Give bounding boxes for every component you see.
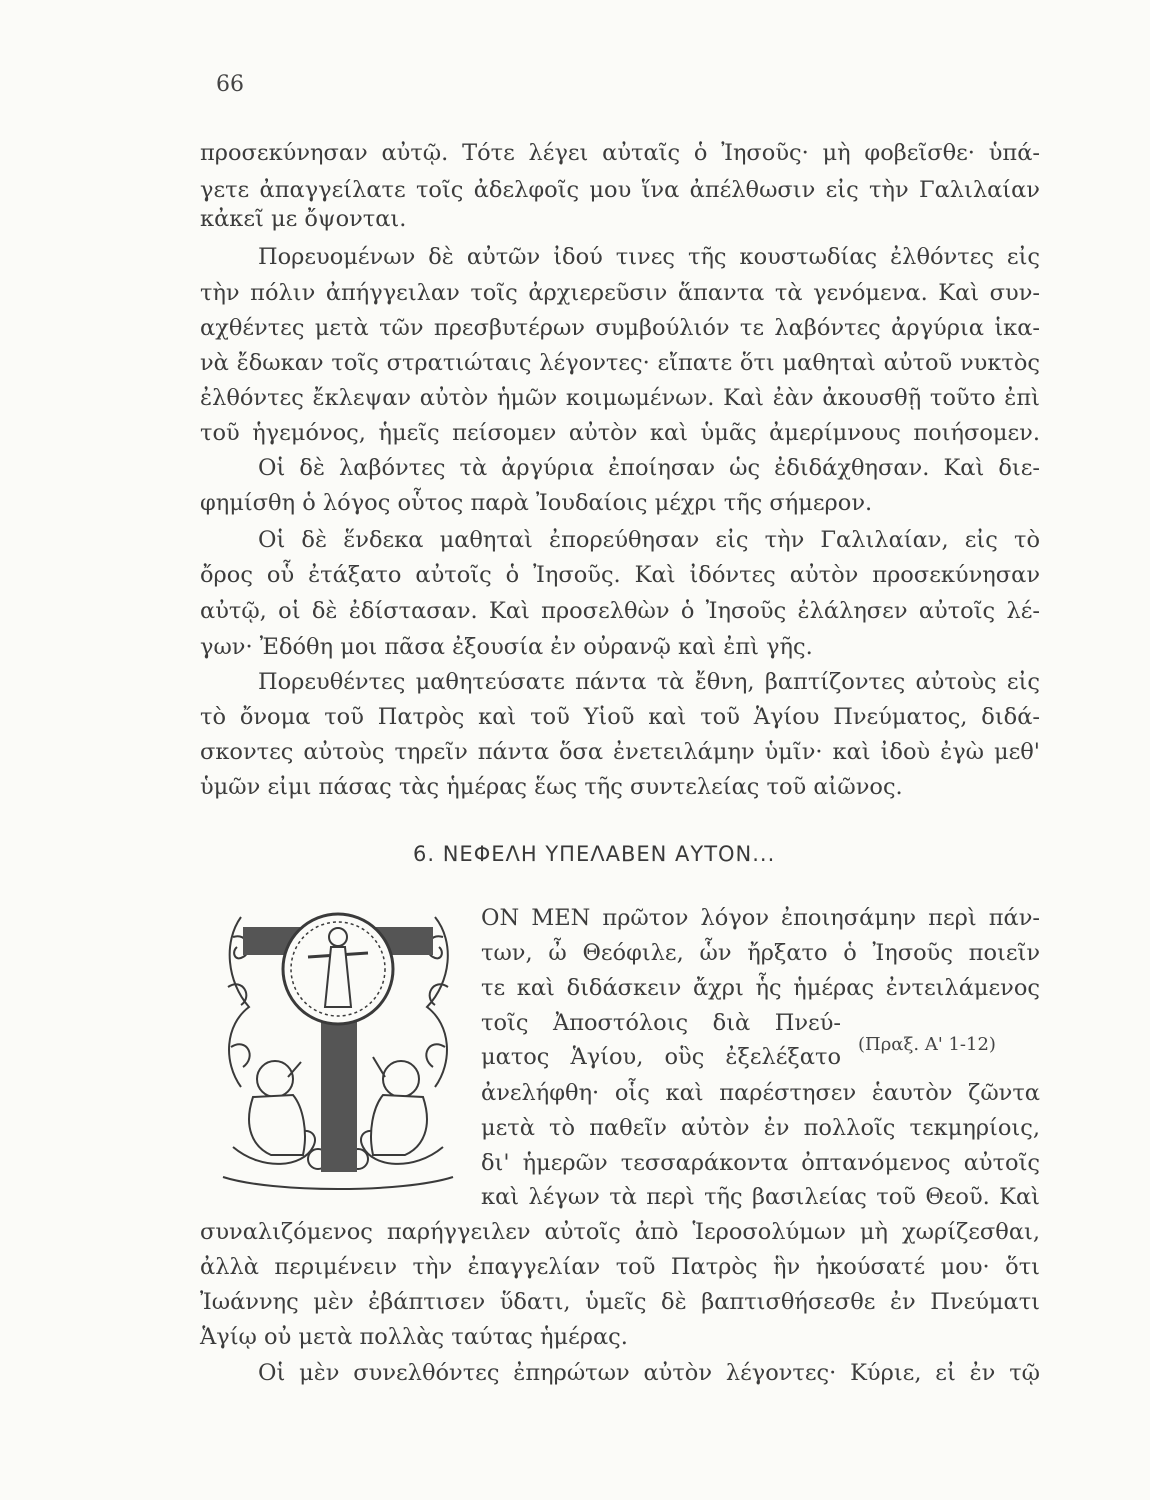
text-line: ὄρος οὗ ἐτάξατο αὐτοῖς ὁ Ἰησοῦς. Καὶ ἰδόντες αὐτὸν προσεκύνησαν [200, 562, 1040, 588]
text-line: τε καὶ διδάσκειν ἄχρι ἧς ἡμέρας ἐντειλάμενος [481, 975, 1040, 1001]
text-line: γων· Ἐδόθη μοι πᾶσα ἐξουσία ἐν οὐρανῷ καὶ ἐπὶ γῆς. [200, 634, 813, 660]
text-line: ἐλθόντες ἔκλεψαν αὐτὸν ἡμῶν κοιμωμένων. Καὶ ἐὰν ἀκουσθῇ τοῦτο ἐπὶ [200, 385, 1040, 411]
text-line: προσεκύνησαν αὐτῷ. Τότε λέγει αὐταῖς ὁ Ἰησοῦς· μὴ φοβεῖσθε· ὑπά- [200, 140, 1040, 166]
text-line: τὴν πόλιν ἀπήγγειλαν τοῖς ἀρχιερεῦσιν ἅπαντα τὰ γενόμενα. Καὶ συν- [200, 280, 1040, 306]
text-line: αχθέντες μετὰ τῶν πρεσβυτέρων συμβούλιόν τε λαβόντες ἀργύρια ἱκα- [200, 315, 1040, 341]
text-line: ΟΝ ΜΕΝ πρῶτον λόγον ἐποιησάμην περὶ πάν- [481, 905, 1040, 931]
text-line: καὶ λέγων τὰ περὶ τῆς βασιλείας τοῦ Θεοῦ. Καὶ [481, 1184, 1040, 1210]
text-line: ὑμῶν εἰμι πάσας τὰς ἡμέρας ἕως τῆς συντελείας τοῦ αἰῶνος. [200, 774, 903, 800]
text-line: Οἱ μὲν συνελθόντες ἐπηρώτων αὐτὸν λέγοντες· Κύριε, εἰ ἐν τῷ [258, 1360, 1040, 1386]
section-heading: 6. ΝΕΦΕΛΗ ΥΠΕΛΑΒΕΝ ΑΥΤΟΝ... [413, 842, 776, 866]
text-line: συναλιζόμενος παρήγγειλεν αὐτοῖς ἀπὸ Ἱεροσολύμων μὴ χωρίζεσθαι, [200, 1219, 1040, 1245]
text-line: ἀνελήφθη· οἷς καὶ παρέστησεν ἑαυτὸν ζῶντα [481, 1080, 1040, 1106]
text-line: αὐτῷ, οἱ δὲ ἐδίστασαν. Καὶ προσελθὼν ὁ Ἰησοῦς ἐλάλησεν αὐτοῖς λέ- [200, 598, 1040, 624]
text-line: μετὰ τὸ παθεῖν αὐτὸν ἐν πολλοῖς τεκμηρίοις, [481, 1115, 1040, 1141]
text-line: Πορευομένων δὲ αὐτῶν ἰδού τινες τῆς κουστωδίας ἐλθόντες εἰς [258, 244, 1040, 270]
text-line: Ἰωάννης μὲν ἐβάπτισεν ὕδατι, ὑμεῖς δὲ βαπτισθήσεσθε ἐν Πνεύματι [200, 1289, 1040, 1315]
text-line: δι' ἡμερῶν τεσσαράκοντα ὀπτανόμενος αὐτοῖς [481, 1150, 1040, 1176]
text-line: σκοντες αὐτοὺς τηρεῖν πάντα ὅσα ἐνετειλάμην ὑμῖν· καὶ ἰδοὺ ἐγὼ μεθ' [200, 739, 1040, 765]
text-line: τὸ ὄνομα τοῦ Πατρὸς καὶ τοῦ Υἱοῦ καὶ τοῦ Ἁγίου Πνεύματος, διδά- [200, 704, 1040, 730]
side-reference: (Πραξ. Α' 1-12) [858, 1034, 996, 1055]
page-number: 66 [216, 72, 244, 97]
text-line: τοῖς Ἀποστόλοις διὰ Πνεύ- [481, 1010, 841, 1036]
text-line: ματος Ἁγίου, οὓς ἐξελέξατο [481, 1044, 841, 1070]
text-line: φημίσθη ὁ λόγος οὗτος παρὰ Ἰουδαίοις μέχρι τῆς σήμερον. [200, 490, 873, 516]
text-line: Οἱ δὲ λαβόντες τὰ ἀργύρια ἐποίησαν ὡς ἐδιδάχθησαν. Καὶ διε- [258, 455, 1040, 481]
text-line: Πορευθέντες μαθητεύσατε πάντα τὰ ἔθνη, βαπτίζοντες αὐτοὺς εἰς [258, 669, 1040, 695]
text-line: Ἁγίῳ οὐ μετὰ πολλὰς ταύτας ἡμέρας. [200, 1324, 628, 1350]
text-line: νὰ ἔδωκαν τοῖς στρατιώταις λέγοντες· εἴπατε ὅτι μαθηταὶ αὐτοῦ νυκτὸς [200, 350, 1040, 376]
text-line: Οἱ δὲ ἕνδεκα μαθηταὶ ἐπορεύθησαν εἰς τὴν Γαλιλαίαν, εἰς τὸ [258, 527, 1040, 553]
text-line: τοῦ ἡγεμόνος, ἡμεῖς πείσομεν αὐτὸν καὶ ὑμᾶς ἀμερίμνους ποιήσομεν. [200, 420, 1040, 446]
text-line: ἀλλὰ περιμένειν τὴν ἐπαγγελίαν τοῦ Πατρὸς ἣν ἠκούσατέ μου· ὅτι [200, 1254, 1040, 1280]
text-line: των, ὦ Θεόφιλε, ὧν ἤρξατο ὁ Ἰησοῦς ποιεῖν [481, 940, 1040, 966]
dropcap-illustration [213, 897, 463, 1193]
text-line: κἀκεῖ με ὄψονται. [200, 206, 407, 232]
text-line: γετε ἀπαγγείλατε τοῖς ἀδελφοῖς μου ἵνα ἀπέλθωσιν εἰς τὴν Γαλιλαίαν [200, 177, 1040, 203]
